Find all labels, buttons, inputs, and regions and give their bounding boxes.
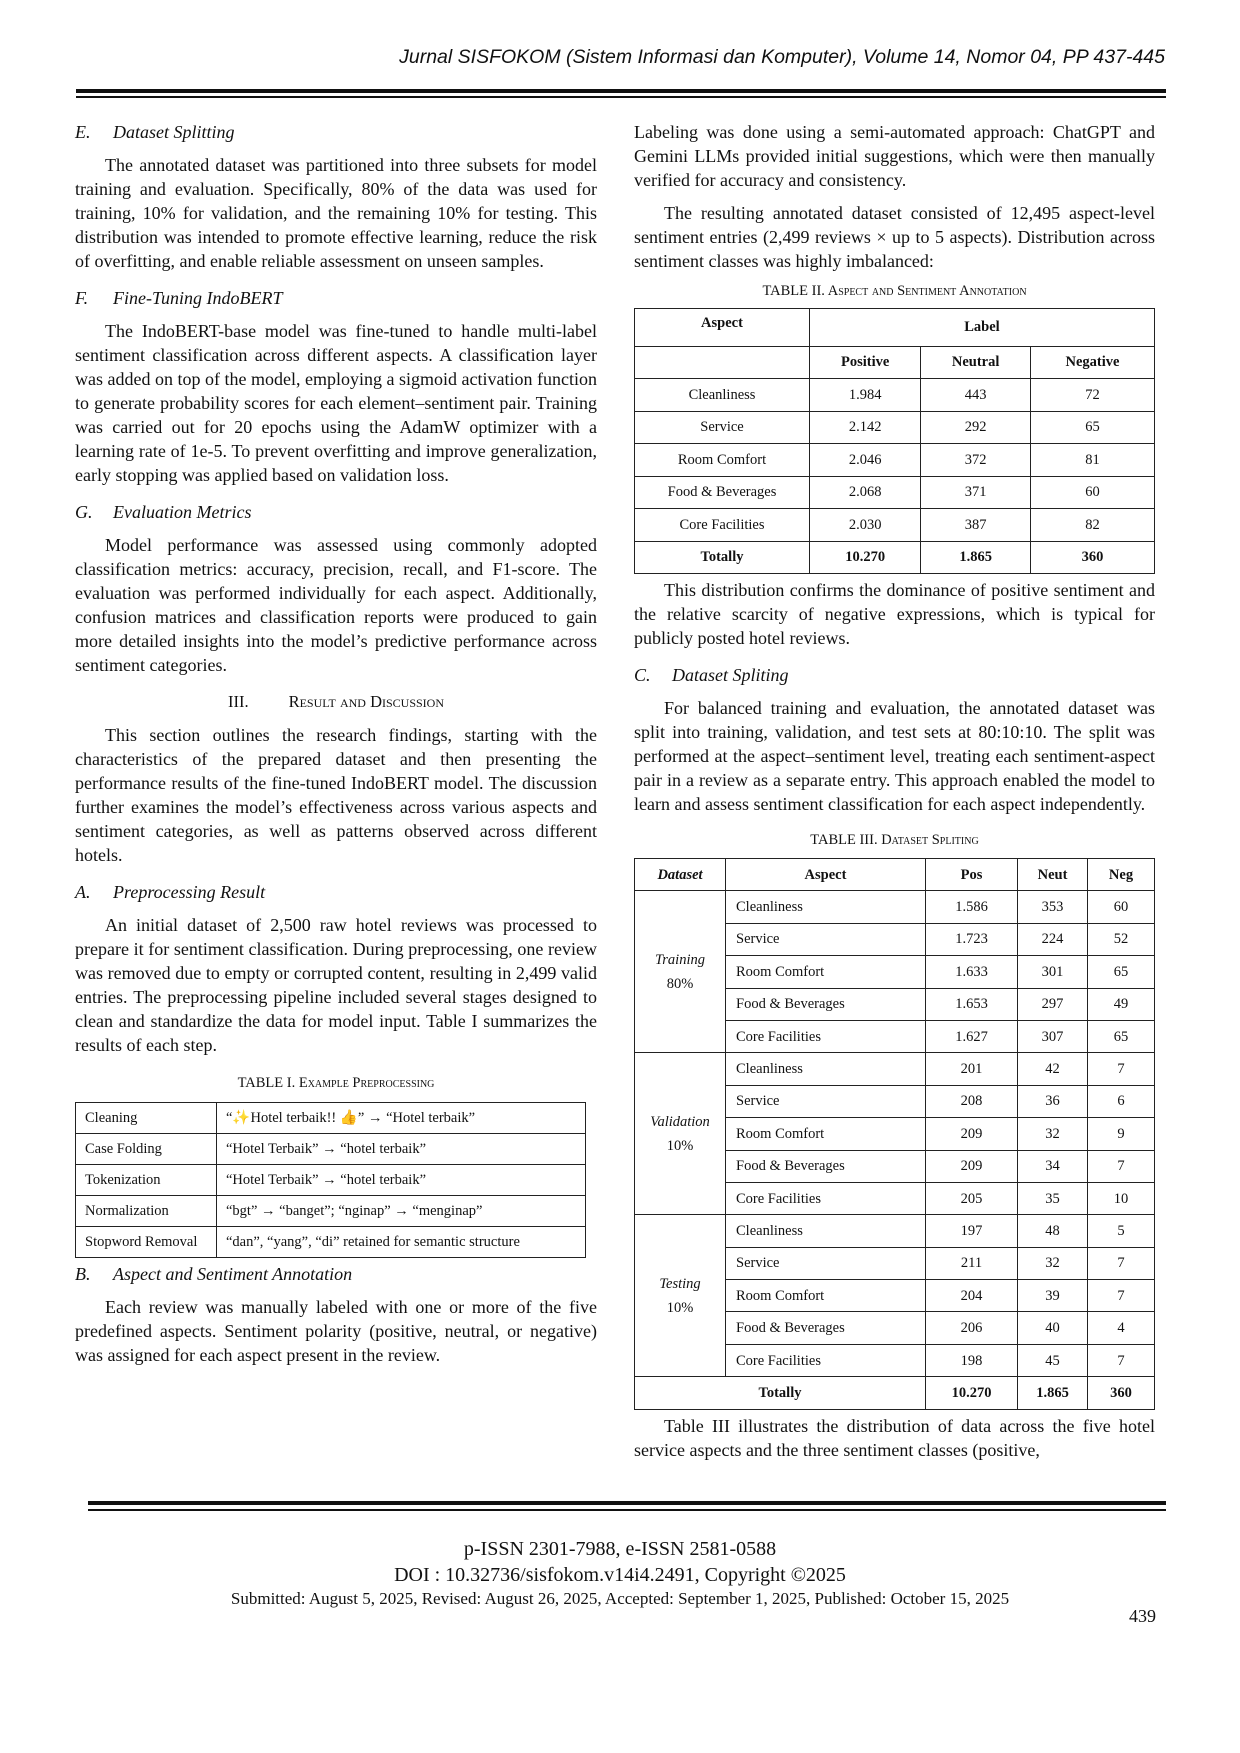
table-dataset-spliting: [634, 858, 1155, 1410]
t3-neu-cell: 353: [1018, 891, 1088, 923]
paragraph-annotated-dataset: The resulting annotated dataset consisted of 12,495 aspect-level sentiment entries (2,499 reviews × up to 5 aspects). Distribution across sentiment classes was highly imbalanced:: [634, 203, 1155, 271]
t2-header-positive: Positive: [810, 346, 921, 379]
t3-neg-cell: 65: [1088, 956, 1155, 988]
table2-caption: TABLE II. Aspect and Sentiment Annotation: [762, 283, 1027, 299]
t3-neg-cell: 52: [1088, 923, 1155, 955]
paragraph-preprocessing: An initial dataset of 2,500 raw hotel reviews was processed to prepare it for sentiment classification. During preprocessing, one review was removed due to empty or corrupted content, resulting in 2,499 valid entries. The preprocessing pipeline included several stages designed to clean and standardize the data for model input. Table I summarizes the results of each step.: [75, 915, 597, 1055]
t2-aspect-cell: Food & Beverages: [635, 476, 810, 509]
t1-step-cell: Cleaning: [76, 1103, 217, 1134]
t3-neu-cell: 297: [1018, 988, 1088, 1020]
footer-dates: Submitted: August 5, 2025, Revised: August 26, 2025, Accepted: September 1, 2025, Published: October 15, 2025: [230, 1589, 1010, 1608]
t3-aspect-cell: Food & Beverages: [726, 988, 926, 1020]
t3-neg-cell: 6: [1088, 1085, 1155, 1117]
section-heading-iii: III. Result and Discussion: [227, 692, 445, 711]
right-column: [634, 120, 1155, 1462]
t3-aspect-cell: Room Comfort: [726, 956, 926, 988]
t3-aspect-cell: Food & Beverages: [726, 1312, 926, 1344]
t3-aspect-cell: Core Facilities: [726, 1344, 926, 1376]
t3-pos-cell: 209: [926, 1118, 1018, 1150]
t3-pos-cell: 1.586: [926, 891, 1018, 923]
t3-neg-cell: 65: [1088, 1020, 1155, 1052]
t2-neu-cell: 387: [921, 509, 1031, 542]
page-number: 439: [1129, 1606, 1156, 1626]
t3-pos-cell: 201: [926, 1053, 1018, 1085]
t2-total-neu: 1.865: [921, 541, 1031, 574]
table-aspect-sentiment-annotation: [634, 308, 1155, 574]
paragraph-annotation: Each review was manually labeled with one or more of the five predefined aspects. Sentiment polarity (positive, neutral, or negative) was assigned for each aspect present in the review.: [75, 1297, 597, 1365]
t2-aspect-cell: Room Comfort: [635, 444, 810, 477]
t3-neu-cell: 39: [1018, 1280, 1088, 1312]
section-heading-b: B. Aspect and Sentiment Annotation: [75, 1264, 353, 1284]
t3-neg-cell: 60: [1088, 891, 1155, 923]
t3-neu-cell: 307: [1018, 1020, 1088, 1052]
t1-example-cell: “Hotel Terbaik” → “hotel terbaik”: [217, 1134, 586, 1165]
t3-aspect-cell: Room Comfort: [726, 1118, 926, 1150]
t2-neu-cell: 443: [921, 379, 1031, 412]
t3-aspect-cell: Core Facilities: [726, 1020, 926, 1052]
t3-group-name: Validation: [650, 1113, 710, 1130]
t2-neg-cell: 60: [1030, 476, 1154, 509]
t3-pos-cell: 198: [926, 1344, 1018, 1376]
paragraph-table3-discussion: Table III illustrates the distribution of data across the five hotel service aspects and the three sentiment classes (positive,: [634, 1415, 1155, 1460]
table-row: [635, 1053, 1155, 1085]
section-heading-g: G. Evaluation Metrics: [75, 502, 252, 522]
t2-neg-cell: 65: [1030, 411, 1154, 444]
t3-neu-cell: 48: [1018, 1215, 1088, 1247]
paragraph-distribution: This distribution confirms the dominance of positive sentiment and the relative scarcity of negative expressions, which is typical for publicly posted hotel reviews.: [634, 580, 1155, 648]
t3-pos-cell: 205: [926, 1182, 1018, 1214]
t3-aspect-cell: Room Comfort: [726, 1280, 926, 1312]
t2-aspect-cell: Service: [635, 411, 810, 444]
t3-total-pos: 10.270: [926, 1377, 1018, 1409]
footer-issn: p-ISSN 2301-7988, e-ISSN 2581-0588: [463, 1538, 777, 1560]
t1-step-cell: Stopword Removal: [76, 1227, 217, 1258]
table-row: [635, 509, 1155, 542]
t2-pos-cell: 2.046: [810, 444, 921, 477]
t3-header-pos: Pos: [926, 859, 1018, 891]
t3-aspect-cell: Service: [726, 1085, 926, 1117]
t3-group-name: Training: [655, 951, 705, 968]
t1-step-cell: Tokenization: [76, 1165, 217, 1196]
t3-group-cell: [635, 1215, 726, 1377]
paragraph-fine-tuning: The IndoBERT-base model was fine-tuned to handle multi-label sentiment classification across different aspects. A classification layer was added on top of the model, employing a sigmoid activation function to generate probability scores for each element–sentiment pair. Training was carried out for 20 epochs using the AdamW optimizer with a learning rate of 1e-5. To prevent overfitting and improve generalization, early stopping was applied based on validation loss.: [75, 321, 597, 485]
t1-example-cell: “Hotel Terbaik” → “hotel terbaik”: [217, 1165, 586, 1196]
t3-neg-cell: 49: [1088, 988, 1155, 1020]
t3-aspect-cell: Service: [726, 1247, 926, 1279]
t3-aspect-cell: Service: [726, 923, 926, 955]
t3-neu-cell: 42: [1018, 1053, 1088, 1085]
t3-neu-cell: 32: [1018, 1247, 1088, 1279]
table-row: [635, 476, 1155, 509]
t2-neg-cell: 72: [1030, 379, 1154, 412]
t1-example-cell: “✨Hotel terbaik!! 👍” → “Hotel terbaik”: [217, 1103, 586, 1134]
t3-pos-cell: 1.633: [926, 956, 1018, 988]
t3-neu-cell: 40: [1018, 1312, 1088, 1344]
t3-neg-cell: 10: [1088, 1182, 1155, 1214]
t3-pos-cell: 208: [926, 1085, 1018, 1117]
footer: [0, 1536, 1240, 1610]
paragraph-dataset-spliting: For balanced training and evaluation, the annotated dataset was split into training, validation, and test sets at 80:10:10. The split was performed at the aspect–sentiment level, treating each sentiment-aspect pair in a review as a separate entry. This approach enabled the model to learn and assess sentiment classification for each aspect independently.: [634, 698, 1155, 814]
t3-pos-cell: 209: [926, 1150, 1018, 1182]
t2-neu-cell: 372: [921, 444, 1031, 477]
table3-caption: TABLE III. Dataset Spliting: [810, 832, 979, 848]
t3-neu-cell: 36: [1018, 1085, 1088, 1117]
t1-example-cell: “dan”, “yang”, “di” retained for semantic structure: [217, 1227, 586, 1258]
t3-neu-cell: 45: [1018, 1344, 1088, 1376]
footer-rule: [88, 1501, 1166, 1505]
t3-neu-cell: 35: [1018, 1182, 1088, 1214]
t3-group-cell: [635, 1053, 726, 1215]
t1-step-cell: Case Folding: [76, 1134, 217, 1165]
t2-neg-cell: 82: [1030, 509, 1154, 542]
t3-header-dataset: Dataset: [635, 859, 726, 891]
t3-header-aspect: Aspect: [726, 859, 926, 891]
t3-header-neut: Neut: [1018, 859, 1088, 891]
t1-example-cell: “bgt” → “banget”; “nginap” → “menginap”: [217, 1196, 586, 1227]
t3-pos-cell: 1.723: [926, 923, 1018, 955]
table-row: [76, 1134, 586, 1165]
t3-neu-cell: 32: [1018, 1118, 1088, 1150]
t3-pos-cell: 197: [926, 1215, 1018, 1247]
table1-caption: TABLE I. Example Preprocessing: [237, 1075, 435, 1091]
footer-doi: DOI : 10.32736/sisfokom.v14i4.2491, Copyright ©2025: [394, 1564, 846, 1586]
t3-neu-cell: 34: [1018, 1150, 1088, 1182]
section-heading-c: C. Dataset Spliting: [634, 665, 789, 685]
header-rule-thin: [76, 96, 1166, 98]
journal-header: Jurnal SISFOKOM (Sistem Informasi dan Komputer), Volume 14, Nomor 04, PP 437-445: [399, 46, 1165, 68]
table-row: [635, 411, 1155, 444]
paragraph-labeling-continued: Labeling was done using a semi-automated approach: ChatGPT and Gemini LLMs provided initial suggestions, which were then manually verified for accuracy and consistency.: [634, 122, 1155, 190]
t3-neg-cell: 7: [1088, 1053, 1155, 1085]
t3-neg-cell: 7: [1088, 1280, 1155, 1312]
t3-total-label: Totally: [635, 1377, 926, 1409]
left-column: [75, 120, 597, 1367]
t3-neg-cell: 9: [1088, 1118, 1155, 1150]
t3-pos-cell: 206: [926, 1312, 1018, 1344]
t2-pos-cell: 1.984: [810, 379, 921, 412]
t3-group-cell: [635, 891, 726, 1053]
t2-pos-cell: 2.030: [810, 509, 921, 542]
t3-aspect-cell: Cleanliness: [726, 1053, 926, 1085]
header-rule: [76, 89, 1166, 93]
t2-pos-cell: 2.142: [810, 411, 921, 444]
section-heading-f: F. Fine-Tuning IndoBERT: [75, 288, 283, 308]
paragraph-evaluation-metrics: Model performance was assessed using commonly adopted classification metrics: accuracy, precision, recall, and F1-score. The evaluation was performed individually for each aspect. Additionally, confusion matrices and classification reports were produced to gain more detailed insights into the model’s predictive performance across sentiment categories.: [75, 535, 597, 675]
footer-rule-thin: [88, 1509, 1166, 1511]
t2-header-aspect: Aspect: [635, 309, 810, 347]
section-heading-e: E. Dataset Splitting: [75, 122, 235, 142]
t3-neg-cell: 7: [1088, 1150, 1155, 1182]
t3-group-pct: 10%: [666, 1137, 694, 1154]
t3-total-neu: 1.865: [1018, 1377, 1088, 1409]
t3-neu-cell: 301: [1018, 956, 1088, 988]
t2-total-neg: 360: [1030, 541, 1154, 574]
paragraph-results-intro: This section outlines the research findings, starting with the characteristics of the prepared dataset and then presenting the performance results of the fine-tuned IndoBERT model. The discussion further examines the model’s effectiveness across various aspects and sentiment categories, as well as patterns observed across different hotels.: [75, 725, 597, 865]
t2-header-negative: Negative: [1030, 346, 1154, 379]
table-row: [76, 1196, 586, 1227]
t3-neg-cell: 7: [1088, 1344, 1155, 1376]
t1-step-cell: Normalization: [76, 1196, 217, 1227]
t3-aspect-cell: Cleanliness: [726, 891, 926, 923]
t2-pos-cell: 2.068: [810, 476, 921, 509]
table-row: [76, 1227, 586, 1258]
table-row: [76, 1165, 586, 1196]
t3-group-pct: 10%: [666, 1299, 694, 1316]
t3-pos-cell: 1.627: [926, 1020, 1018, 1052]
t2-header-neutral: Neutral: [921, 346, 1031, 379]
t2-neg-cell: 81: [1030, 444, 1154, 477]
t3-group-pct: 80%: [666, 975, 694, 992]
t2-neu-cell: 371: [921, 476, 1031, 509]
t3-pos-cell: 204: [926, 1280, 1018, 1312]
t3-neu-cell: 224: [1018, 923, 1088, 955]
t3-aspect-cell: Core Facilities: [726, 1182, 926, 1214]
t3-neg-cell: 4: [1088, 1312, 1155, 1344]
t2-total-pos: 10.270: [810, 541, 921, 574]
table-row: [635, 379, 1155, 412]
t2-neu-cell: 292: [921, 411, 1031, 444]
table-row: [635, 1215, 1155, 1247]
paragraph-dataset-splitting: The annotated dataset was partitioned into three subsets for model training and evaluation. Specifically, 80% of the data was used for training, 10% for validation, and the remaining 10% for testing. This distribution was intended to promote effective learning, reduce the risk of overfitting, and enable reliable assessment on unseen samples.: [75, 155, 597, 271]
t3-total-neg: 360: [1088, 1377, 1155, 1409]
table-row: [635, 891, 1155, 923]
t3-neg-cell: 5: [1088, 1215, 1155, 1247]
t3-aspect-cell: Food & Beverages: [726, 1150, 926, 1182]
t3-pos-cell: 211: [926, 1247, 1018, 1279]
t2-header-label: Label: [810, 309, 1155, 347]
t3-aspect-cell: Cleanliness: [726, 1215, 926, 1247]
table-row: [76, 1103, 586, 1134]
table-preprocessing-examples: [75, 1102, 586, 1258]
t2-total-label: Totally: [635, 541, 810, 574]
section-heading-a: A. Preprocessing Result: [75, 882, 266, 902]
table-row: [635, 444, 1155, 477]
t2-header-blank: [635, 346, 810, 379]
t3-header-neg: Neg: [1088, 859, 1155, 891]
t3-pos-cell: 1.653: [926, 988, 1018, 1020]
t2-aspect-cell: Core Facilities: [635, 509, 810, 542]
t2-aspect-cell: Cleanliness: [635, 379, 810, 412]
t3-group-name: Testing: [659, 1275, 701, 1292]
t3-neg-cell: 7: [1088, 1247, 1155, 1279]
